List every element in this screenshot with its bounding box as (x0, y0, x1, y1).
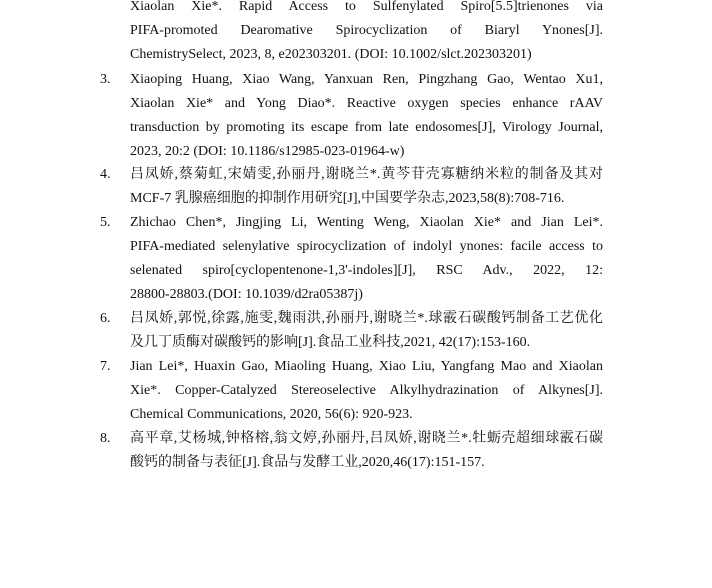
reference-line: MCF-7 乳腺癌细胞的抑制作用研究[J],中国要学杂志,2023,58(8):708-716. (130, 191, 565, 206)
reference-line: Xiaolan Xie* and Yong Diao*. Reactive oxygen species enhance rAAV (130, 96, 603, 111)
reference-line: Xiaolan Xie*. Rapid Access to Sulfenylated Spiro[5.5]trienones via (130, 0, 603, 14)
reference-line: Xie*. Copper-Catalyzed Stereoselective Alkylhydrazination of Alkynes[J]. (130, 383, 603, 398)
reference-line: ChemistrySelect, 2023, 8, e202303201. (DOI: 10.1002/slct.202303201) (130, 47, 532, 62)
reference-number: 6. (100, 311, 111, 326)
reference-number: 5. (100, 215, 111, 230)
reference-number: 3. (100, 72, 111, 87)
reference-line: Xiaoping Huang, Xiao Wang, Yanxuan Ren, Pingzhang Gao, Wentao Xu1, (130, 72, 603, 87)
reference-line: selenated spiro[cyclopentenone-1,3'-indoles][J], RSC Adv., 2022, 12: (130, 263, 603, 278)
reference-line: 吕凤娇,郭悦,徐露,施雯,魏雨洪,孙丽丹,谢晓兰*.球霰石碳酸钙制备工艺优化 (130, 311, 603, 326)
reference-line: Chemical Communications, 2020, 56(6): 920-923. (130, 407, 413, 422)
reference-line: 高平章,艾杨城,钟格榕,翁文婷,孙丽丹,吕凤娇,谢晓兰*.牡蛎壳超细球霰石碳 (130, 431, 603, 446)
reference-line: 酸钙的制备与表征[J].食品与发酵工业,2020,46(17):151-157. (130, 455, 485, 470)
reference-number: 7. (100, 359, 111, 374)
reference-line: Zhichao Chen*, Jingjing Li, Wenting Weng, Xiaolan Xie* and Jian Lei*. (130, 215, 603, 230)
reference-line: PIFA-mediated selenylative spirocyclization of indolyl ynones: facile access to (130, 239, 603, 254)
reference-line: PIFA-promoted Dearomative Spirocyclization of Biaryl Ynones[J]. (130, 23, 603, 38)
reference-line: Jian Lei*, Huaxin Gao, Miaoling Huang, Xiao Liu, Yangfang Mao and Xiaolan (130, 359, 603, 374)
reference-number: 8. (100, 431, 111, 446)
reference-number: 4. (100, 167, 111, 182)
reference-line: 2023, 20:2 (DOI: 10.1186/s12985-023-01964-w) (130, 144, 405, 159)
reference-line: 28800-28803.(DOI: 10.1039/d2ra05387j) (130, 287, 363, 302)
reference-line: 吕凤娇,蔡菊虹,宋婧雯,孙丽丹,谢晓兰*.黄芩苷壳寡糖纳米粒的制备及其对 (130, 167, 603, 182)
reference-line: transduction by promoting its escape from late endosomes[J], Virology Journal, (130, 120, 603, 135)
reference-line: 及几丁质酶对碳酸钙的影响[J].食品工业科技,2021, 42(17):153-160. (130, 335, 531, 350)
